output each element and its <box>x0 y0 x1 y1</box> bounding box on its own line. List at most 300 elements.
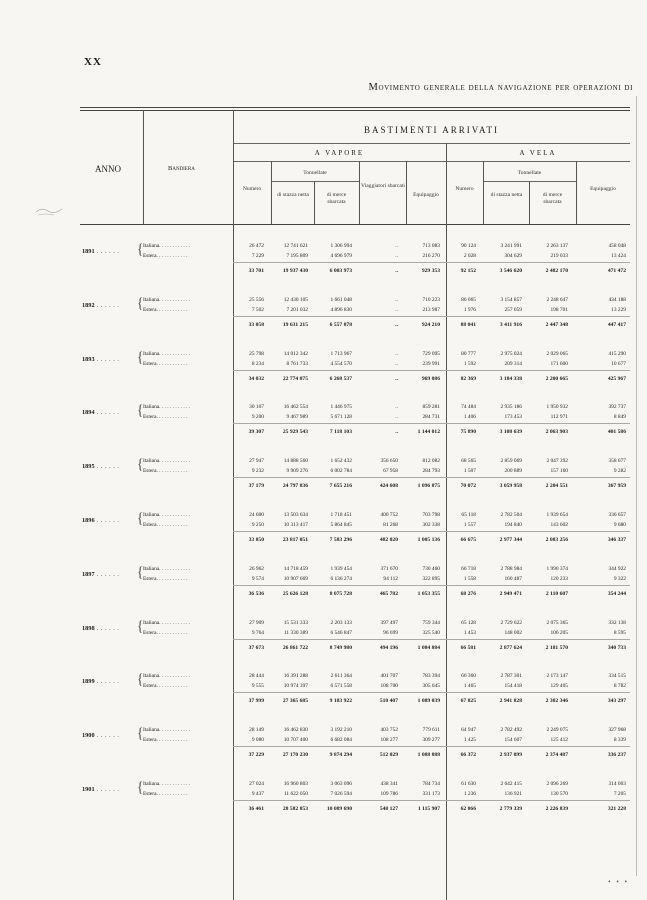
cell-value: 2 075 365 <box>546 619 568 626</box>
cell-value: 90 124 <box>461 243 476 249</box>
total-value: 37 179 <box>248 483 264 490</box>
total-value: 6 268 537 <box>329 375 352 382</box>
total-value: 924 210 <box>421 321 440 328</box>
sum-rule <box>233 746 630 747</box>
cell-value: 812 082 <box>422 458 440 465</box>
cell-value: 6 136 274 <box>330 575 352 582</box>
brace: { <box>137 401 144 419</box>
total-value: 10 089 690 <box>326 806 352 812</box>
cell-value: 322 895 <box>422 575 440 582</box>
sum-rule <box>233 316 630 317</box>
flag-estera: Estera. . . . . . . . . . . . <box>143 522 188 528</box>
cell-value: 9 909 276 <box>286 468 308 475</box>
leader-dots: . . . . . . <box>94 732 120 740</box>
cell-value: 10 907 669 <box>283 575 308 582</box>
leader-dots: . . . . . . <box>94 517 120 524</box>
cell-value: 9 555 <box>251 683 264 690</box>
cell-value: 154 607 <box>504 737 522 744</box>
total-value: 2 063 903 <box>545 429 568 436</box>
cell-value: .. <box>395 253 398 259</box>
total-value: 340 733 <box>607 644 626 651</box>
cell-value: 9 574 <box>251 575 264 582</box>
cell-value: 160 487 <box>504 575 522 582</box>
cell-value: 9 200 <box>251 414 264 421</box>
total-value: 3 059 958 <box>499 483 522 490</box>
cell-value: 209 314 <box>504 360 522 367</box>
total-value: 346 337 <box>607 537 626 543</box>
flag-estera: Estera. . . . . . . . . . . . <box>143 306 188 313</box>
flag-italiana: Italiana. . . . . . . . . . . . <box>143 673 191 680</box>
cell-value: 13 229 <box>611 306 626 313</box>
total-value: 7 583 296 <box>329 537 352 543</box>
cell-value: 9 467 989 <box>286 414 308 421</box>
cell-value: 28 149 <box>249 727 264 734</box>
cell-value: 1 976 <box>463 306 476 313</box>
total-value: 34 032 <box>248 375 264 382</box>
cell-value: 14 888 560 <box>283 458 308 465</box>
cell-value: 284 793 <box>422 468 440 475</box>
cell-value: 401 707 <box>380 673 398 680</box>
cell-value: 309 277 <box>422 737 440 744</box>
cell-value: 86 065 <box>461 296 476 303</box>
flag-italiana: Italiana. . . . . . . . . . . . <box>143 458 191 465</box>
cell-value: 1 990 374 <box>546 565 568 572</box>
cell-value: 25 556 <box>249 296 264 303</box>
cell-value: 327 968 <box>608 727 626 734</box>
total-value: 36 536 <box>248 590 264 597</box>
cell-value: 125 412 <box>550 737 568 744</box>
cell-value: 9 232 <box>251 468 264 475</box>
total-value: 2 374 487 <box>545 752 568 759</box>
cell-value: 148 002 <box>504 629 522 636</box>
total-value: 33 701 <box>248 268 264 274</box>
sum-rule <box>233 423 630 424</box>
cell-value: 6 571 558 <box>330 683 352 690</box>
cell-value: 1 507 <box>463 468 476 475</box>
cell-value: 2 729 622 <box>500 619 522 626</box>
year-label <box>82 356 119 363</box>
total-value: 36 461 <box>248 806 264 812</box>
year-value: 1893 <box>82 355 95 363</box>
cell-value: 710 223 <box>422 296 440 303</box>
cell-value: 3 154 857 <box>500 296 522 303</box>
cell-value: 703 798 <box>422 512 440 518</box>
leader-dots: . . . . . . <box>94 248 120 255</box>
cell-value: 8 595 <box>613 629 626 636</box>
brace: { <box>137 563 144 580</box>
leader-dots: . . . . . . <box>94 786 120 793</box>
cell-value: .. <box>395 350 398 357</box>
cell-value: 81 268 <box>383 522 398 528</box>
total-value: 67 825 <box>460 698 476 705</box>
cell-value: 344 922 <box>608 565 626 572</box>
vline-anno <box>143 110 144 224</box>
year-value: 1891 <box>82 248 95 255</box>
cell-value: 1 652 432 <box>330 458 352 465</box>
cell-value: 14 012 342 <box>283 350 308 357</box>
brace: { <box>137 347 144 365</box>
total-value: 1 144 012 <box>417 429 440 436</box>
vela-equipaggio-header: Equipaggio <box>590 186 616 192</box>
vapore-tonnellate-header: Tonnellate <box>303 170 327 176</box>
cell-value: 4 696 979 <box>330 253 352 259</box>
leader-dots: . . . . . . <box>94 678 120 686</box>
total-value: .. <box>395 375 398 382</box>
group-rule <box>233 143 630 144</box>
total-value: 471 472 <box>607 268 626 274</box>
total-value: 2 447 348 <box>545 321 568 328</box>
top-rule-2 <box>80 110 630 111</box>
cell-value: 783 394 <box>422 673 440 680</box>
viaggiatori-header: Viaggiatori sbarcati <box>361 183 405 189</box>
cell-value: 438 341 <box>380 781 398 787</box>
cell-value: 106 205 <box>550 629 568 636</box>
total-value: 92 152 <box>460 268 476 274</box>
cell-value: 400 752 <box>380 512 398 518</box>
total-value: 7 118 103 <box>329 429 352 436</box>
total-value: 482 020 <box>379 537 398 543</box>
total-value: 548 127 <box>379 806 398 812</box>
cell-value: 7 026 594 <box>330 791 352 797</box>
top-rule <box>80 107 630 108</box>
vapore-equipaggio-header: Equipaggio <box>413 192 439 198</box>
cell-value: 284 731 <box>422 414 440 421</box>
total-value: 33 058 <box>248 321 264 328</box>
total-value: 1 088 888 <box>417 752 440 759</box>
total-value: 66 675 <box>460 537 476 543</box>
cell-value: 7 229 <box>251 253 264 259</box>
flag-italiana: Italiana. . . . . . . . . . . . <box>143 243 191 249</box>
cell-value: 27 947 <box>249 458 264 465</box>
cell-value: 24 600 <box>249 512 264 518</box>
cell-value: 2 782 492 <box>500 727 522 734</box>
cell-value: 7 502 <box>251 306 264 313</box>
cell-value: 10 707 400 <box>283 737 308 744</box>
cell-value: 2 782 504 <box>500 512 522 518</box>
cell-value: 2 248 647 <box>546 296 568 303</box>
cell-value: 66 718 <box>461 565 476 572</box>
total-value: 19 937 430 <box>282 268 308 274</box>
cell-value: 173 453 <box>504 414 522 421</box>
cell-value: 5 671 128 <box>330 414 352 421</box>
total-value: 1 053 355 <box>417 590 440 597</box>
cell-value: 96 699 <box>383 629 398 636</box>
cell-value: 10 677 <box>611 360 626 367</box>
total-value: 70 072 <box>460 483 476 490</box>
cell-value: 9 322 <box>613 575 626 582</box>
cell-value: 9 080 <box>251 737 264 744</box>
cell-value: 9 764 <box>251 629 264 636</box>
year-value: 1900 <box>82 732 95 740</box>
vela-merce-header: di merce sbarcata <box>542 192 563 205</box>
cell-value: 434 188 <box>608 296 626 303</box>
cell-value: 94 112 <box>383 575 398 582</box>
year-label <box>82 302 119 309</box>
total-value: 2 779 339 <box>499 806 522 812</box>
total-value: 2 181 570 <box>545 644 568 651</box>
total-value: 23 817 051 <box>282 537 308 543</box>
cell-value: 68 565 <box>461 458 476 465</box>
cell-value: 1 306 994 <box>330 243 352 249</box>
cell-value: 16 462 554 <box>283 404 308 411</box>
sum-rule <box>233 531 630 532</box>
cell-value: 25 798 <box>249 350 264 357</box>
cell-value: 108 700 <box>380 683 398 690</box>
total-value: 37 229 <box>248 752 264 759</box>
leader-dots: . . . . . . <box>94 570 120 578</box>
cell-value: 2 611 364 <box>330 673 352 680</box>
cell-value: 1 465 <box>463 683 476 690</box>
cell-value: 12 741 621 <box>283 243 308 249</box>
flag-italiana: Italiana. . . . . . . . . . . . <box>143 619 191 626</box>
brace: { <box>137 724 144 741</box>
flag-italiana: Italiana. . . . . . . . . . . . <box>143 565 191 572</box>
cell-value: 154 418 <box>504 683 522 690</box>
total-value: 2 110 607 <box>545 590 568 597</box>
cell-value: 729 095 <box>422 350 440 357</box>
cell-value: 4 554 570 <box>330 360 352 367</box>
year-label <box>82 786 119 793</box>
cell-value: 12 430 105 <box>283 296 308 303</box>
cell-value: 27 909 <box>249 619 264 626</box>
year-value: 1898 <box>82 624 95 632</box>
cell-value: 61 630 <box>461 781 476 787</box>
cell-value: 67 958 <box>383 468 398 475</box>
brace: { <box>137 240 144 257</box>
total-value: 1 084 884 <box>417 644 440 651</box>
cell-value: 80 777 <box>461 350 476 357</box>
total-value: 6 557 878 <box>329 321 352 328</box>
flag-estera: Estera. . . . . . . . . . . . <box>143 737 188 744</box>
year-value: 1897 <box>82 570 95 578</box>
cell-value: 26 962 <box>249 565 264 572</box>
vapore-stazza-header: di stazza netta <box>277 192 309 198</box>
cell-value: 9 282 <box>613 468 626 475</box>
total-value: 27 365 685 <box>282 698 308 705</box>
cell-value: 216 270 <box>422 253 440 259</box>
cell-value: 371 670 <box>380 565 398 572</box>
cell-value: 11 622 050 <box>283 791 308 797</box>
cell-value: 15 531 333 <box>283 619 308 626</box>
total-value: 37 673 <box>248 644 264 651</box>
year-label <box>82 625 119 632</box>
cell-value: 16 960 803 <box>283 781 308 787</box>
bandiera-header: Bandiera <box>168 165 195 172</box>
cell-value: 9 680 <box>613 522 626 528</box>
year-value: 1901 <box>82 786 95 793</box>
total-value: 2 204 551 <box>545 483 568 490</box>
total-value: 7 655 216 <box>329 483 352 490</box>
corner-dots: • • • <box>608 878 629 886</box>
cell-value: 198 701 <box>550 306 568 313</box>
cell-value: 74 484 <box>461 404 476 411</box>
cell-value: 8 339 <box>613 737 626 744</box>
cell-value: 64 947 <box>461 727 476 734</box>
sum-rule <box>233 639 630 640</box>
cell-value: 65 118 <box>461 512 476 518</box>
total-value: 969 086 <box>421 375 440 382</box>
total-value: 25 929 543 <box>282 429 308 436</box>
page-title: Movimento generale della navigazione per operazioni di <box>368 82 633 93</box>
cell-value: 3 063 096 <box>330 781 352 787</box>
cell-value: 859 281 <box>422 404 440 411</box>
year-label <box>82 678 119 685</box>
cell-value: 2 642 415 <box>500 781 522 787</box>
cell-value: 2 047 392 <box>546 458 568 465</box>
total-value: 2 083 256 <box>545 537 568 543</box>
cell-value: .. <box>395 414 398 421</box>
cell-value: 1 939 454 <box>330 565 352 572</box>
vapore-numero-header: Numero <box>242 186 262 192</box>
brace: { <box>137 778 144 795</box>
year-label <box>82 463 119 470</box>
total-value: 27 170 230 <box>282 752 308 759</box>
cell-value: 8 782 <box>613 683 626 690</box>
cell-value: 8 761 733 <box>286 360 308 367</box>
total-value: 68 276 <box>460 590 476 597</box>
vline-c7 <box>529 181 530 224</box>
cell-value: 730 460 <box>422 565 440 572</box>
leader-dots: . . . . . . <box>94 624 120 632</box>
vela-stazza-header: di stazza netta <box>490 192 523 198</box>
total-value: 3 546 620 <box>499 268 522 274</box>
cell-value: 16 462 830 <box>283 727 308 734</box>
year-label <box>82 248 119 255</box>
subgroup-rule <box>233 161 630 162</box>
flag-estera: Estera. . . . . . . . . . . . <box>143 575 188 582</box>
total-value: .. <box>395 321 398 328</box>
total-value: .. <box>395 268 398 274</box>
cell-value: 2 859 069 <box>500 458 522 465</box>
brace: { <box>137 455 144 472</box>
cell-value: 2 096 269 <box>546 781 568 787</box>
cell-value: 358 677 <box>608 458 626 465</box>
cell-value: 6 002 784 <box>330 468 352 475</box>
cell-value: .. <box>395 296 398 303</box>
cell-value: 331 173 <box>422 791 440 797</box>
cell-value: 2 975 024 <box>500 350 522 357</box>
cell-value: 332 138 <box>608 619 626 626</box>
leader-dots: . . . . . . <box>94 409 120 417</box>
cell-value: 2 788 984 <box>500 565 522 572</box>
total-value: 33 850 <box>248 537 264 543</box>
header-bottom-rule <box>80 224 630 225</box>
total-value: 447 417 <box>607 321 626 328</box>
cell-value: 239 991 <box>422 360 440 367</box>
brace: { <box>137 509 144 526</box>
sum-rule <box>233 585 630 586</box>
cell-value: 397 497 <box>380 619 398 626</box>
total-value: 512 029 <box>379 752 398 759</box>
total-value: 2 937 099 <box>499 752 522 759</box>
flag-estera: Estera. . . . . . . . . . . . <box>143 414 188 421</box>
cell-value: 403 752 <box>380 727 398 734</box>
flag-estera: Estera. . . . . . . . . . . . <box>143 468 188 475</box>
cell-value: 2 263 137 <box>546 243 568 249</box>
vline-c2 <box>314 181 315 224</box>
sum-rule <box>233 262 630 263</box>
flag-italiana: Italiana. . . . . . . . . . . . <box>143 512 191 518</box>
brace: { <box>137 616 144 634</box>
year-value: 1894 <box>82 409 95 417</box>
year-label <box>82 732 119 739</box>
flag-italiana: Italiana. . . . . . . . . . . . <box>143 296 191 303</box>
cell-value: 4 896 830 <box>330 306 352 313</box>
cell-value: 157 160 <box>550 468 568 475</box>
total-value: 22 774 075 <box>282 375 308 382</box>
cell-value: 109 786 <box>380 791 398 797</box>
cell-value: 2 787 301 <box>500 673 522 680</box>
total-value: 2 302 346 <box>545 698 568 705</box>
cell-value: 1 592 <box>463 360 476 367</box>
total-value: 1 096 875 <box>417 483 440 490</box>
vapore-merce-header: di merce sbarcata <box>326 192 347 205</box>
year-value: 1896 <box>82 517 95 524</box>
total-value: 62 866 <box>460 806 476 812</box>
cell-value: 9 250 <box>251 522 264 528</box>
cell-value: 1 446 975 <box>330 404 352 411</box>
cell-value: 10 313 417 <box>283 522 308 528</box>
total-value: 465 782 <box>379 590 398 597</box>
cell-value: 304 629 <box>504 253 522 259</box>
cell-value: 458 048 <box>608 243 626 249</box>
total-value: 9 874 294 <box>329 752 352 759</box>
cell-value: 16 391 288 <box>283 673 308 680</box>
cell-value: 1 557 <box>463 522 476 528</box>
cell-value: 108 277 <box>380 737 398 744</box>
cell-value: .. <box>395 360 398 367</box>
year-label <box>82 571 119 578</box>
cell-value: 5 864 845 <box>330 522 352 528</box>
total-value: 6 003 973 <box>329 268 352 274</box>
cell-value: 194 840 <box>504 522 522 528</box>
cell-value: 1 718 451 <box>330 512 352 518</box>
cell-value: 136 921 <box>504 791 522 797</box>
cell-value: 171 600 <box>550 360 568 367</box>
cell-value: 143 602 <box>550 522 568 528</box>
cell-value: 1 661 048 <box>330 296 352 303</box>
year-value: 1899 <box>82 678 95 686</box>
total-value: 88 041 <box>460 321 476 328</box>
total-value: 929 353 <box>421 268 440 274</box>
cell-value: 200 889 <box>504 468 522 475</box>
brace: { <box>137 670 144 688</box>
cell-value: 3 241 991 <box>500 243 522 249</box>
total-value: 82 369 <box>460 375 476 382</box>
cell-value: 8 849 <box>613 414 626 421</box>
flag-estera: Estera. . . . . . . . . . . . <box>143 791 188 797</box>
total-value: 66 581 <box>460 644 476 651</box>
page-edge <box>636 96 637 876</box>
total-value: 39 307 <box>248 429 264 436</box>
cell-value: 9 437 <box>251 791 264 797</box>
cell-value: 120 233 <box>550 575 568 582</box>
cell-value: 8 234 <box>251 360 264 367</box>
total-value: 401 586 <box>607 429 626 436</box>
cell-value: 336 657 <box>608 512 626 518</box>
cell-value: 129 405 <box>550 683 568 690</box>
total-value: 2 949 471 <box>499 590 522 597</box>
total-value: 1 089 039 <box>417 698 440 705</box>
cell-value: 13 424 <box>611 253 626 259</box>
cell-value: .. <box>395 306 398 313</box>
cell-value: 759 344 <box>422 619 440 626</box>
cell-value: 130 570 <box>550 791 568 797</box>
cell-value: 7 195 809 <box>286 253 308 259</box>
year-value: 1895 <box>82 463 95 471</box>
total-value: 2 941 828 <box>499 698 522 705</box>
cell-value: 219 033 <box>550 253 568 259</box>
